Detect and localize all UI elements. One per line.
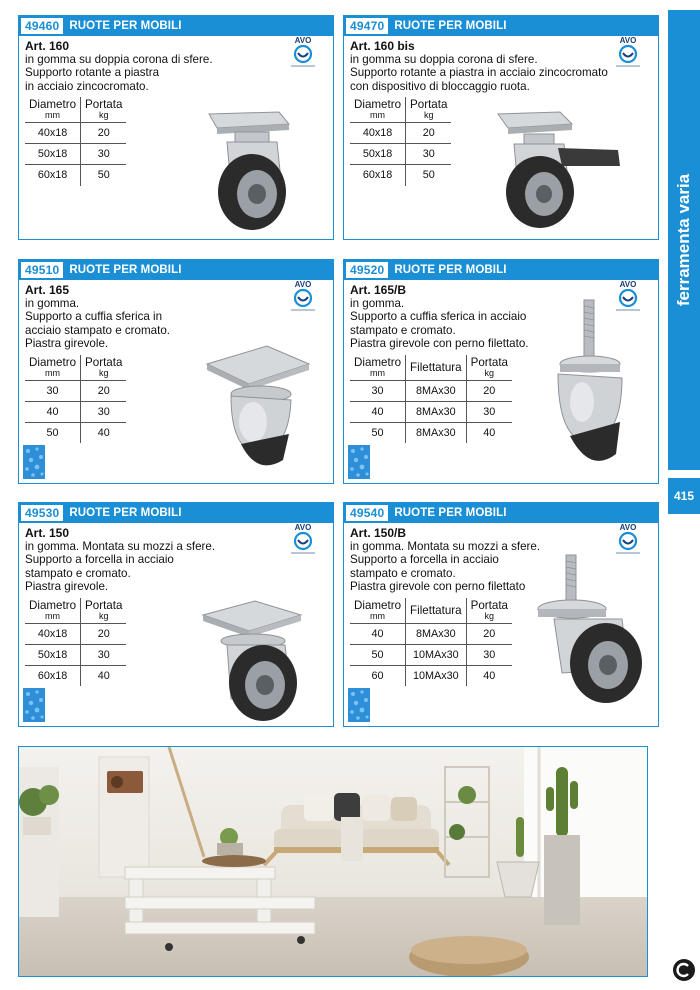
svg-text:AVO: AVO <box>294 280 312 289</box>
caster-wheel-image <box>540 298 640 483</box>
spec-cell: 40x18 <box>25 123 81 144</box>
spec-row <box>25 165 126 186</box>
interior-photo <box>18 746 648 977</box>
spec-header-unit: kg <box>423 110 434 121</box>
spec-cell: 30 <box>81 144 127 165</box>
avo-logo-icon <box>610 521 646 557</box>
article-name: Art. 150 <box>25 526 70 540</box>
article-code: 49470 <box>346 18 388 34</box>
spec-row <box>350 644 512 665</box>
avo-logo-icon <box>285 278 321 314</box>
spec-cell: 40 <box>81 665 127 686</box>
spec-row <box>350 165 451 186</box>
spec-header-unit: kg <box>484 367 495 378</box>
spec-header <box>81 355 127 381</box>
spec-header-row <box>350 97 451 123</box>
spec-cell: 40 <box>81 422 127 443</box>
article-name: Art. 165/B <box>350 283 407 297</box>
spec-header-label: Portata <box>85 355 123 369</box>
description-line: Supporto a forcella in acciaio <box>350 553 499 567</box>
spec-row <box>25 401 126 422</box>
description-line: con dispositivo di bloccaggio ruota. <box>350 79 530 93</box>
spec-row <box>350 623 512 644</box>
spec-cell: 30 <box>81 644 127 665</box>
spec-cell: 50 <box>25 422 81 443</box>
spec-cell: 40x18 <box>350 123 406 144</box>
spec-row <box>350 422 512 443</box>
spec-cell: 10MAx30 <box>406 644 467 665</box>
spec-header <box>406 97 452 123</box>
description-line: in gomma. Montata su mozzi a sfere. <box>25 540 216 553</box>
spec-header-label: Portata <box>410 98 448 112</box>
spec-header-label: Portata <box>470 598 508 612</box>
spec-header-label: Portata <box>85 598 123 612</box>
blister-pack-icon <box>348 688 370 722</box>
spec-cell: 40 <box>466 422 512 443</box>
spec-header-label: Filettatura <box>410 360 462 374</box>
svg-text:AVO: AVO <box>619 523 637 532</box>
description-line: in gomma su doppia corona di sfere. <box>25 53 213 66</box>
category-label: RUOTE PER MOBILI <box>394 507 507 519</box>
spec-header-unit: kg <box>484 610 495 621</box>
spec-header-label: Diametro <box>354 598 402 612</box>
spec-header-label: Diametro <box>29 98 77 112</box>
article-code: 49520 <box>346 262 388 278</box>
spec-cell: 40 <box>466 665 512 686</box>
spec-row <box>25 123 126 144</box>
spec-header-unit: kg <box>98 367 109 378</box>
spec-row <box>25 623 126 644</box>
card-header <box>344 16 658 36</box>
spec-table <box>350 355 512 444</box>
article-name: Art. 160 bis <box>350 39 415 53</box>
spec-row <box>25 644 126 665</box>
spec-header-row <box>350 355 512 381</box>
spec-header-row <box>25 355 126 381</box>
spec-cell: 40 <box>350 401 406 422</box>
description-line: Supporto a cuffia sferica in <box>25 310 163 324</box>
page-number: 415 <box>668 478 700 514</box>
description-line: Supporto a forcella in acciaio <box>25 553 174 567</box>
spec-cell: 50 <box>81 165 127 186</box>
description-line: in gomma. <box>350 297 405 310</box>
description-line: Piastra girevole. <box>25 337 109 351</box>
avo-logo-icon <box>610 34 646 70</box>
spec-cell: 50x18 <box>25 644 81 665</box>
article-code: 49540 <box>346 505 388 521</box>
spec-header <box>350 97 406 123</box>
product-card-49470 <box>343 15 659 240</box>
brand-corner-icon <box>672 958 696 982</box>
spec-header-row <box>350 598 512 624</box>
spec-cell: 40 <box>350 623 406 644</box>
spec-cell: 8MAx30 <box>406 422 467 443</box>
description-line: stampato e cromato. <box>25 566 131 580</box>
card-header <box>344 260 658 280</box>
description-line: stampato e cromato. <box>350 566 456 580</box>
spec-cell: 8MAx30 <box>406 401 467 422</box>
spec-cell: 50 <box>350 644 406 665</box>
product-card-49530 <box>18 502 334 727</box>
spec-cell: 60x18 <box>350 165 406 186</box>
spec-header-label: Diametro <box>29 355 77 369</box>
svg-text:AVO: AVO <box>294 523 312 532</box>
spec-header-unit: mm <box>370 610 386 621</box>
description-line: Supporto rotante a piastra <box>25 66 160 80</box>
spec-header-label: Diametro <box>29 598 77 612</box>
spec-header <box>25 598 81 624</box>
description-line: in gomma. <box>25 297 80 310</box>
caster-wheel-image <box>478 108 628 238</box>
spec-header <box>350 598 406 624</box>
spec-header <box>25 97 81 123</box>
spec-table <box>25 355 126 444</box>
spec-row <box>25 665 126 686</box>
spec-cell: 50 <box>350 422 406 443</box>
spec-header-unit: mm <box>370 367 386 378</box>
card-header <box>344 503 658 523</box>
spec-cell: 10MAx30 <box>406 665 467 686</box>
blister-pack-icon <box>23 445 45 479</box>
spec-row <box>350 123 451 144</box>
description-line: in acciaio zincocromato. <box>25 79 149 93</box>
category-label: RUOTE PER MOBILI <box>69 20 182 32</box>
spec-header-label: Filettatura <box>410 603 462 617</box>
spec-cell: 50 <box>406 165 452 186</box>
spec-header <box>406 355 467 381</box>
description-line: Supporto rotante a piastra in acciaio zincocromato <box>350 66 608 80</box>
spec-header-unit: mm <box>370 110 386 121</box>
spec-header-unit: kg <box>98 110 109 121</box>
spec-cell: 20 <box>406 123 452 144</box>
spec-row <box>350 401 512 422</box>
section-tab-label: ferramenta varia <box>674 173 693 307</box>
category-label: RUOTE PER MOBILI <box>69 507 182 519</box>
spec-cell: 60x18 <box>25 665 81 686</box>
description-line: in gomma. Montata su mozzi a sfere. <box>350 540 541 553</box>
spec-header-row <box>25 97 126 123</box>
category-label: RUOTE PER MOBILI <box>394 20 507 32</box>
blister-pack-icon <box>23 688 45 722</box>
description-line: in gomma su doppia corona di sfere. <box>350 53 538 66</box>
article-code: 49510 <box>21 262 63 278</box>
caster-wheel-image <box>191 599 321 727</box>
spec-table <box>25 598 126 687</box>
product-card-49540 <box>343 502 659 727</box>
spec-header-unit: mm <box>45 367 61 378</box>
spec-row <box>350 380 512 401</box>
caster-wheel-image <box>197 338 317 483</box>
description-line: Piastra girevole con perno filettato. <box>350 337 529 351</box>
card-header <box>19 260 333 280</box>
product-card-49510 <box>18 259 334 484</box>
spec-cell: 60x18 <box>25 165 81 186</box>
svg-text:AVO: AVO <box>619 36 637 45</box>
spec-cell: 30 <box>25 380 81 401</box>
spec-header <box>466 598 512 624</box>
spec-cell: 20 <box>81 623 127 644</box>
spec-cell: 30 <box>466 644 512 665</box>
card-header <box>19 503 333 523</box>
spec-header-label: Diametro <box>354 355 402 369</box>
spec-header-unit: mm <box>45 610 61 621</box>
spec-cell: 20 <box>466 623 512 644</box>
spec-header-label: Diametro <box>354 98 402 112</box>
spec-cell: 20 <box>466 380 512 401</box>
spec-table <box>350 97 451 186</box>
article-code: 49460 <box>21 18 63 34</box>
spec-cell: 50x18 <box>25 144 81 165</box>
svg-text:AVO: AVO <box>619 280 637 289</box>
article-name: Art. 150/B <box>350 526 407 540</box>
spec-row <box>350 144 451 165</box>
spec-header-row <box>25 598 126 624</box>
spec-cell: 20 <box>81 380 127 401</box>
avo-logo-icon <box>285 34 321 70</box>
spec-row <box>350 665 512 686</box>
spec-cell: 40x18 <box>25 623 81 644</box>
spec-cell: 8MAx30 <box>406 380 467 401</box>
description-line: stampato e cromato. <box>350 323 456 337</box>
description-line: Piastra girevole con perno filettato <box>350 580 526 594</box>
blister-pack-icon <box>348 445 370 479</box>
category-label: RUOTE PER MOBILI <box>69 264 182 276</box>
description-line: acciaio stampato e cromato. <box>25 323 170 337</box>
spec-row <box>25 380 126 401</box>
spec-header-label: Portata <box>470 355 508 369</box>
spec-cell: 8MAx30 <box>406 623 467 644</box>
spec-header-label: Portata <box>85 98 123 112</box>
card-header <box>19 16 333 36</box>
avo-logo-icon <box>285 521 321 557</box>
spec-row <box>25 422 126 443</box>
article-code: 49530 <box>21 505 63 521</box>
svg-text:AVO: AVO <box>294 36 312 45</box>
spec-header <box>466 355 512 381</box>
caster-wheel-image <box>532 553 652 727</box>
category-label: RUOTE PER MOBILI <box>394 264 507 276</box>
product-card-49520 <box>343 259 659 484</box>
spec-table <box>25 97 126 186</box>
caster-wheel-image <box>197 108 307 240</box>
description-line: Piastra girevole. <box>25 580 109 594</box>
spec-header-unit: kg <box>98 610 109 621</box>
spec-cell: 30 <box>81 401 127 422</box>
spec-cell: 30 <box>406 144 452 165</box>
spec-header <box>81 97 127 123</box>
spec-header-unit: mm <box>45 110 61 121</box>
spec-cell: 40 <box>25 401 81 422</box>
spec-cell: 30 <box>350 380 406 401</box>
article-name: Art. 165 <box>25 283 70 297</box>
spec-row <box>25 144 126 165</box>
spec-cell: 20 <box>81 123 127 144</box>
spec-header <box>406 598 467 624</box>
product-card-49460 <box>18 15 334 240</box>
description-line: Supporto a cuffia sferica in acciaio <box>350 310 527 324</box>
spec-header <box>81 598 127 624</box>
spec-cell: 30 <box>466 401 512 422</box>
article-name: Art. 160 <box>25 39 70 53</box>
spec-header <box>25 355 81 381</box>
spec-header <box>350 355 406 381</box>
spec-table <box>350 598 512 687</box>
spec-cell: 50x18 <box>350 144 406 165</box>
living-room-scene <box>19 747 648 977</box>
spec-cell: 60 <box>350 665 406 686</box>
